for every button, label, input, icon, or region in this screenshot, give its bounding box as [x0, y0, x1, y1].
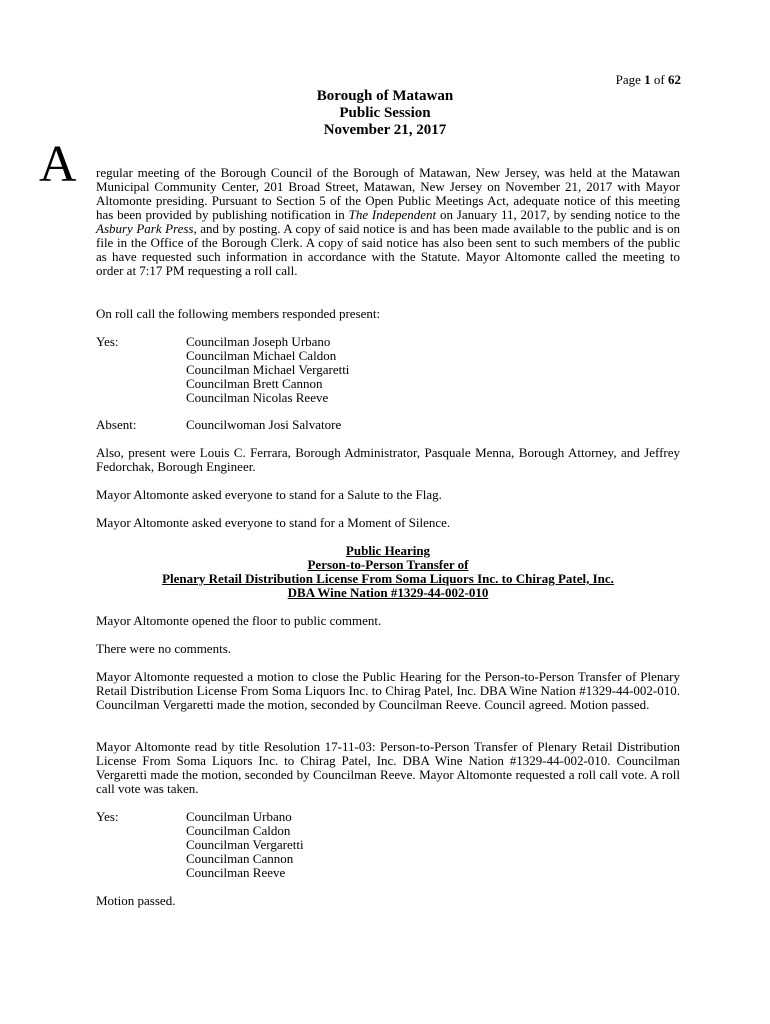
yes-names — [186, 335, 349, 405]
member-name: Councilman Reeve — [186, 865, 286, 880]
page-number — [616, 72, 681, 88]
silence-paragraph: Mayor Altomonte asked everyone to stand for a Moment of Silence. — [96, 515, 451, 530]
yes-names — [186, 810, 304, 880]
yes-label: Yes: — [96, 334, 119, 349]
opened-floor-paragraph: Mayor Altomonte opened the floor to public comment. — [96, 613, 382, 628]
document-header — [0, 88, 770, 139]
hearing-dba: DBA Wine Nation #1329-44-002-010 — [287, 585, 489, 600]
page-current: 1 — [644, 72, 651, 87]
resolution-paragraph: Mayor Altomonte read by title Resolution 17-11-03: Person-to-Person Transfer of Plenary Retail Distribution License From Soma Liquors Inc. to Chirag Patel, Inc. DBA Wine Nation #1329-44-002-010. Councilman Vergaretti made the motion, seconded by Councilman Reeve. Mayor Altomonte requested a roll call vote. A roll call vote was taken. — [96, 739, 680, 796]
page-label: Page — [615, 72, 641, 87]
also-present-paragraph: Also, present were Louis C. Ferrara, Borough Administrator, Pasquale Menna, Borough Attorney, and Jeffrey Fedorchak, Borough Engineer. — [96, 445, 680, 474]
member-name: Councilman Brett Cannon — [186, 376, 323, 391]
intro-text-1: regular meeting of the Borough Council of the Borough of Matawan, New Jersey, was held at the Matawan Municipal Community Center, 201 Broad Street, Matawan, New Jersey on November 21, 2017 with Mayor Altomonte presiding. Pursuant to Section 5 of the Open Public Meetings Act, adequate notice of this meeting has been provided by publishing notification in — [96, 165, 680, 222]
member-name: Councilman Vergaretti — [186, 837, 304, 852]
absent-names — [186, 418, 341, 432]
motion-close-paragraph: Mayor Altomonte requested a motion to close the Public Hearing for the Person-to-Person Transfer of Plenary Retail Distribution License From Soma Liquors Inc. to Chirag Patel, Inc. DBA Wine Nation #1329-44-002-010. Councilman Vergaretti made the motion, seconded by Councilman Reeve. Council agreed. Motion passed. — [96, 669, 680, 712]
drop-cap: A — [39, 136, 77, 193]
intro-text-3: , and by posting. A copy of said notice is and has been made available to the public and is on file in the Office of the Borough Clerk. A copy of said notice has also been sent to such members of the public as have requested such information in accordance with the Statute. Mayor Altomonte called the meeting to order at 7:17 PM requesting a roll call. — [96, 221, 680, 278]
page-total: 62 — [668, 72, 681, 87]
member-name: Councilman Urbano — [186, 809, 292, 824]
yes-label: Yes: — [96, 809, 119, 824]
member-name: Councilwoman Josi Salvatore — [186, 417, 342, 432]
member-name: Councilman Caldon — [186, 823, 291, 838]
public-hearing-heading — [0, 544, 770, 600]
roll-call-intro: On roll call the following members responded present: — [96, 306, 381, 321]
hearing-subtitle: Person-to-Person Transfer of — [307, 557, 469, 572]
header-borough: Borough of Matawan — [316, 88, 454, 104]
hearing-title: Public Hearing — [345, 543, 431, 558]
member-name: Councilman Nicolas Reeve — [186, 390, 329, 405]
header-session: Public Session — [339, 105, 431, 121]
intro-italic-press: Asbury Park Press — [96, 221, 194, 236]
page-of: of — [653, 72, 665, 87]
header-date: November 21, 2017 — [323, 122, 447, 138]
member-name: Councilman Michael Caldon — [186, 348, 337, 363]
member-name: Councilman Joseph Urbano — [186, 334, 331, 349]
salute-paragraph: Mayor Altomonte asked everyone to stand for a Salute to the Flag. — [96, 487, 442, 502]
member-name: Councilman Michael Vergaretti — [186, 362, 350, 377]
motion-passed-paragraph: Motion passed. — [96, 893, 176, 908]
no-comments-paragraph: There were no comments. — [96, 641, 232, 656]
intro-text-2: on January 11, 2017, by sending notice to the — [436, 207, 680, 222]
intro-paragraph — [96, 166, 680, 278]
hearing-license: Plenary Retail Distribution License From Soma Liquors Inc. to Chirag Patel, Inc. — [162, 571, 614, 586]
absent-label: Absent: — [96, 417, 137, 432]
intro-italic-newspaper: The Independent — [348, 207, 437, 222]
member-name: Councilman Cannon — [186, 851, 294, 866]
